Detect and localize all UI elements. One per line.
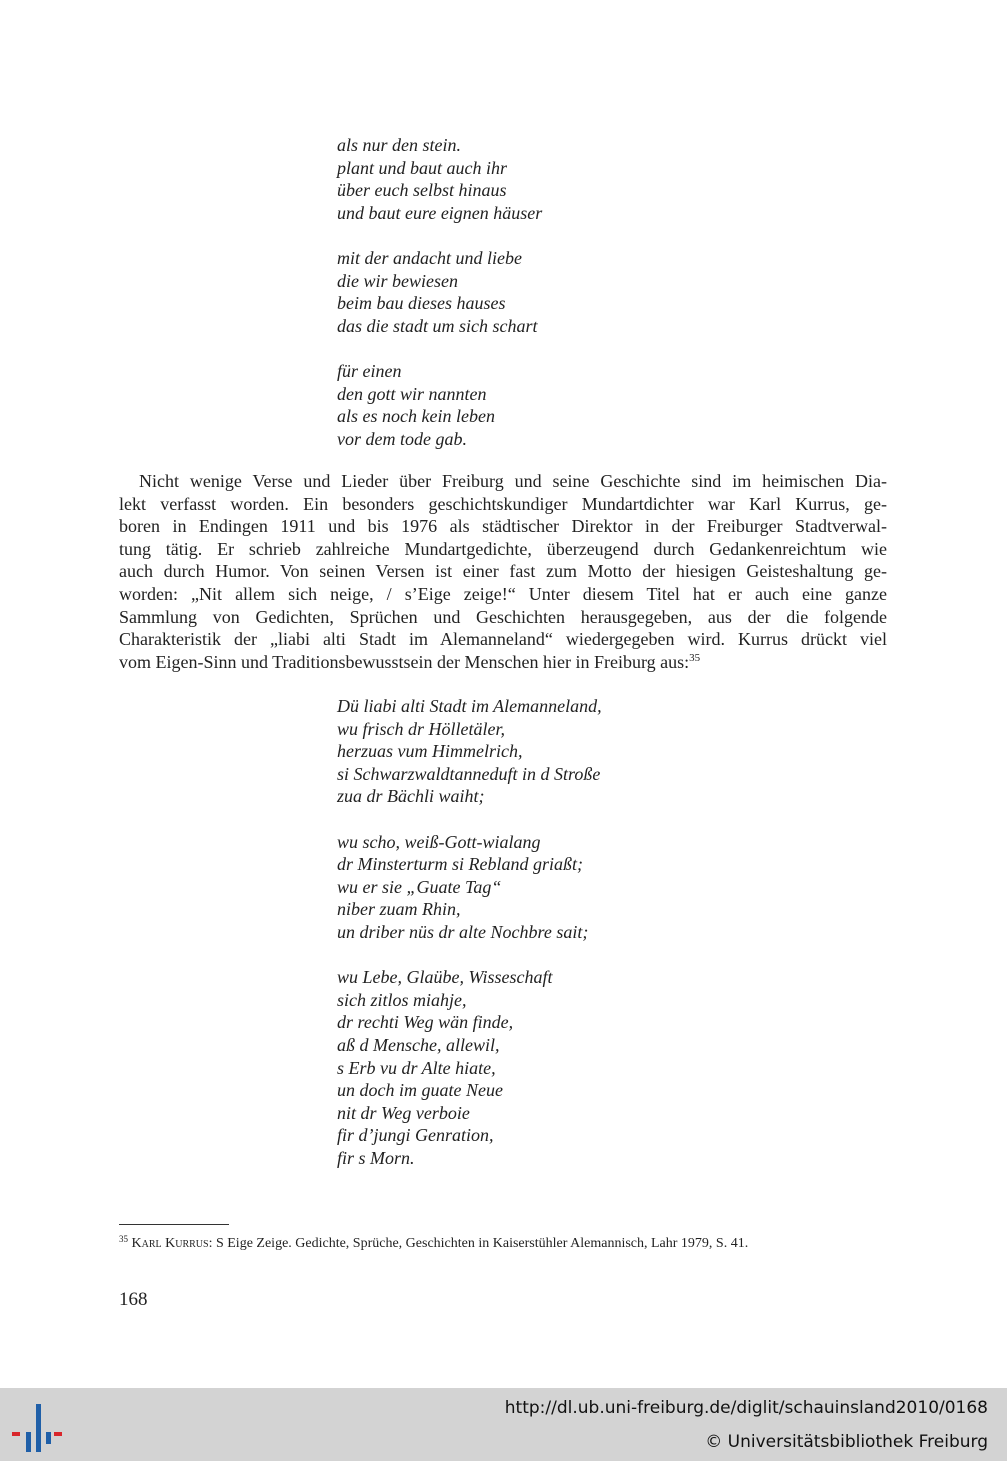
poem-line: das die stadt um sich schart [337,315,538,336]
paragraph-line [119,538,887,561]
poem-line: herzuas vum Himmelrich, [337,741,523,762]
poem-line: über euch selbst hinaus [337,180,507,201]
poem-stanza [337,831,602,944]
poem-line: für einen [337,360,402,381]
poem-line: wu Lebe, Glaübe, Wisseschaft [337,967,553,988]
paragraph-line [119,606,887,629]
poem-line: fir s Morn. [337,1147,415,1168]
copyright-notice: © Universitätsbibliothek Freiburg [705,1432,988,1452]
poem-line: si Schwarzwaldtanneduft in d Stroße [337,763,601,784]
body-paragraph [119,470,887,673]
poem-line: un driber nüs dr alte Nochbre sait; [337,921,589,942]
paragraph-line [119,651,887,674]
poem-line: aß d Mensche, allewil, [337,1034,500,1055]
poem-stanza [337,247,542,337]
footnote-number: 35 [119,1234,128,1244]
poem-line: als es noch kein leben [337,406,495,427]
paragraph-line-text: Charakteristik der „liabi alti Stadt im Alemanneland“ wiedergegeben wird. Kurrus drückt viel [119,629,887,650]
poem-line: nit dr Weg verboie [337,1102,470,1123]
footnote [119,1235,748,1253]
poem-line: vor dem tode gab. [337,428,467,449]
paragraph-line [119,628,887,651]
paragraph-line [119,515,887,538]
document-url-link[interactable]: http://dl.ub.uni-freiburg.de/diglit/schauinsland2010/0168 [504,1398,988,1418]
paragraph-line-text: worden: „Nit allem sich neige, / s’Eige zeige!“ Unter diesem Titel hat er auch eine ganze [119,583,887,604]
footnote-text: : S Eige Zeige. Gedichte, Sprüche, Geschichten in Kaiserstühler Alemannisch, Lahr 1979, S. 41. [208,1236,749,1251]
poem-line: plant und baut auch ihr [337,157,507,178]
poem-line: fir d’jungi Genration, [337,1125,494,1146]
poem-line: wu scho, weiß-Gott-wialang [337,831,541,852]
poem-line: sich zitlos miahje, [337,989,467,1010]
paragraph-line-text: auch durch Humor. Von seinen Versen ist einer fast zum Motto der hiesigen Geisteshaltung ge- [119,561,887,582]
poem-line: die wir bewiesen [337,270,458,291]
poem-line: wu er sie „Guate Tag“ [337,876,502,897]
footnote-reference[interactable]: 35 [689,651,701,664]
paragraph-line-text: vom Eigen-Sinn und Traditionsbewusstsein der Menschen hier in Freiburg aus: [119,651,690,672]
poem-line: wu frisch dr Hölletäler, [337,718,506,739]
ub-freiburg-logo-icon[interactable] [12,1402,64,1454]
poem-stanza [337,966,602,1169]
poem-excerpt-1 [337,134,542,450]
poem-line: und baut eure eignen häuser [337,202,543,223]
poem-stanza [337,134,542,224]
poem-line: zua dr Bächli waiht; [337,786,485,807]
poem-line: niber zuam Rhin, [337,899,461,920]
paragraph-line-text: Sammlung von Gedichten, Sprüchen und Geschichten herausgegeben, aus der die folgende [119,606,887,627]
paragraph-line-text: lekt verfasst worden. Ein besonders geschichtskundiger Mundartdichter war Karl Kurrus, ge- [119,493,887,514]
page-number: 168 [119,1289,148,1310]
paragraph-line-text: Nicht wenige Verse und Lieder über Freiburg und seine Geschichte sind im heimischen Dia- [139,471,887,491]
poem-line: un doch im guate Neue [337,1080,503,1101]
poem-line: mit der andacht und liebe [337,247,522,268]
poem-line: dr Minsterturm si Rebland griaßt; [337,854,583,875]
paragraph-line [119,470,887,493]
paragraph-line [119,560,887,583]
paragraph-line [119,493,887,516]
paragraph-line [119,583,887,606]
poem-line: den gott wir nannten [337,383,487,404]
poem-excerpt-2 [337,695,602,1169]
paragraph-line-text: boren in Endingen 1911 und bis 1976 als städtischer Direktor in der Freiburger Stadtverwal- [119,516,887,537]
footnote-divider [119,1224,229,1225]
poem-line: s Erb vu dr Alte hiate, [337,1057,496,1078]
poem-stanza [337,695,602,808]
poem-stanza [337,360,542,450]
poem-line: dr rechti Weg wän finde, [337,1012,514,1033]
poem-line: beim bau dieses hauses [337,293,506,314]
footnote-author: Karl Kurrus [131,1236,209,1251]
poem-line: Dü liabi alti Stadt im Alemanneland, [337,696,602,716]
paragraph-line-text: tung tätig. Er schrieb zahlreiche Mundartgedichte, überzeugend durch Gedankenreichtum wie [119,538,887,559]
poem-line: als nur den stein. [337,135,461,155]
